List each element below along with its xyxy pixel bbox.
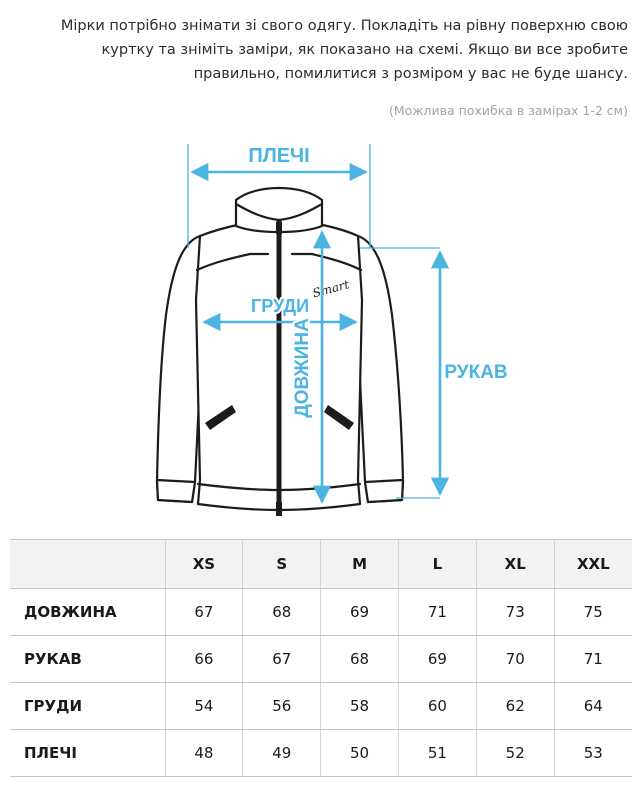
left-sleeve (157, 236, 200, 502)
sleeve-label: РУКАВ (444, 362, 508, 383)
zipper-pull-bottom (276, 502, 282, 516)
size-xl-header: XL (476, 540, 554, 589)
table-cell: 67 (243, 636, 321, 683)
left-cuff (157, 480, 195, 502)
row-label-chest: ГРУДИ (10, 683, 165, 730)
table-cell: 66 (165, 636, 243, 683)
table-cell: 54 (165, 683, 243, 730)
table-cell: 51 (398, 730, 476, 777)
table-cell: 71 (398, 589, 476, 636)
table-row (10, 730, 632, 777)
row-label-shoulders: ПЛЕЧІ (10, 730, 165, 777)
size-table (10, 539, 632, 777)
size-s-header: S (243, 540, 321, 589)
table-cell: 69 (321, 589, 399, 636)
shoulders-label: ПЛЕЧІ (248, 145, 310, 167)
measurement-error-note: (Можлива похибка в замірах 1-2 см) (388, 103, 628, 118)
table-row (10, 589, 632, 636)
row-label-length: ДОВЖИНА (10, 589, 165, 636)
right-sleeve (358, 236, 403, 502)
table-cell: 64 (554, 683, 632, 730)
table-cell: 71 (554, 636, 632, 683)
zipper-pull-top (276, 222, 282, 234)
table-cell: 68 (243, 589, 321, 636)
table-cell: 52 (476, 730, 554, 777)
size-header-row (10, 540, 632, 589)
length-label: ДОВЖИНА (292, 318, 313, 418)
row-label-sleeve: РУКАВ (10, 636, 165, 683)
right-cuff (365, 480, 403, 502)
table-cell: 62 (476, 683, 554, 730)
brand-logo: Smart (311, 277, 351, 301)
size-xs-header: XS (165, 540, 243, 589)
table-cell: 50 (321, 730, 399, 777)
header-empty-cell (10, 540, 165, 589)
table-cell: 48 (165, 730, 243, 777)
size-xxl-header: XXL (554, 540, 632, 589)
table-cell: 70 (476, 636, 554, 683)
table-cell: 68 (321, 636, 399, 683)
table-row (10, 683, 632, 730)
intro-text: Мірки потрібно знімати зі свого одягу. Покладіть на рівну поверхню свою куртку та зніміть заміри, як показано на схемі. Якщо ви все зробите правильно, помилитися з розміром у вас не буде шансу. (60, 18, 628, 82)
size-l-header: L (398, 540, 476, 589)
table-cell: 60 (398, 683, 476, 730)
table-row (10, 636, 632, 683)
table-cell: 53 (554, 730, 632, 777)
table-cell: 58 (321, 683, 399, 730)
jacket-measurement-diagram (0, 130, 642, 530)
table-cell: 56 (243, 683, 321, 730)
table-cell: 75 (554, 589, 632, 636)
table-cell: 49 (243, 730, 321, 777)
jacket-diagram-svg (0, 130, 642, 530)
table-cell: 69 (398, 636, 476, 683)
table-cell: 67 (165, 589, 243, 636)
chest-label: ГРУДИ (250, 296, 310, 316)
table-cell: 73 (476, 589, 554, 636)
size-m-header: M (321, 540, 399, 589)
